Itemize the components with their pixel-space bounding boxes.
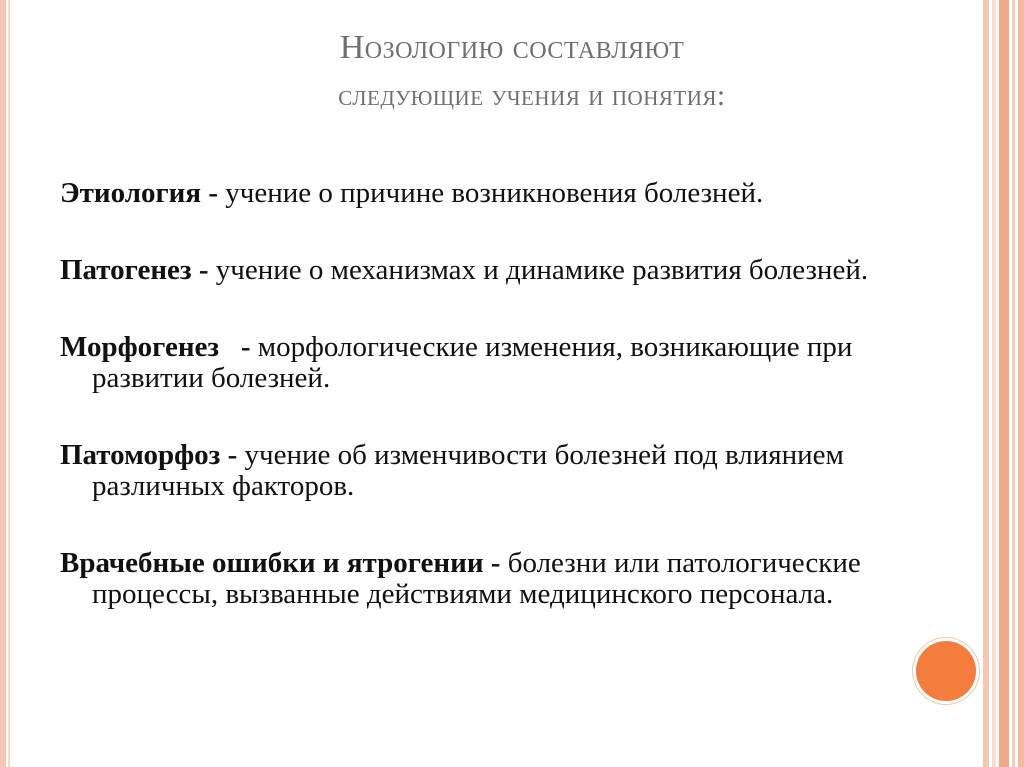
definition-item-pathogenesis: Патогенез - учение о механизмах и динамике развития болезней. (60, 254, 869, 286)
definition-term: Врачебные ошибки и ятрогении (60, 547, 484, 579)
definition-text: учение о причине возникновения болезней. (225, 177, 764, 209)
definition-text: болезни или патологические процессы, вызванные действиями медицинского персонала. (92, 547, 861, 610)
definition-term: Патоморфоз (60, 439, 221, 471)
definition-item-medical-errors: Врачебные ошибки и ятрогении - болезни или патологические процессы, вызванные действиями медицинского персонала. (60, 547, 861, 610)
definition-text: учение об изменчивости болезней под влиянием различных факторов. (92, 439, 844, 502)
definition-text: учение о механизмах и динамике развития болезней. (215, 254, 869, 286)
orange-circle-decoration (916, 641, 976, 701)
definition-item-etiology: Этиология - учение о причине возникновения болезней. (60, 177, 764, 209)
definition-item-morphogenesis: Морфогенез - морфологические изменения, возникающие при развитии болезней. (60, 331, 853, 394)
definition-text: морфологические изменения, возникающие при развитии болезней. (92, 331, 853, 394)
definition-term: Этиология (60, 177, 202, 209)
definition-term: Патогенез (60, 254, 192, 286)
slide-title (0, 24, 1024, 120)
title-line-1: Нозологию составляют (339, 29, 685, 66)
title-line-2: следующие учения и понятия: (338, 79, 726, 112)
definition-list (60, 178, 940, 656)
definition-term: Морфогенез (60, 331, 220, 363)
definition-item-pathomorphosis: Патоморфоз - учение об изменчивости болезней под влиянием различных факторов. (60, 439, 844, 502)
